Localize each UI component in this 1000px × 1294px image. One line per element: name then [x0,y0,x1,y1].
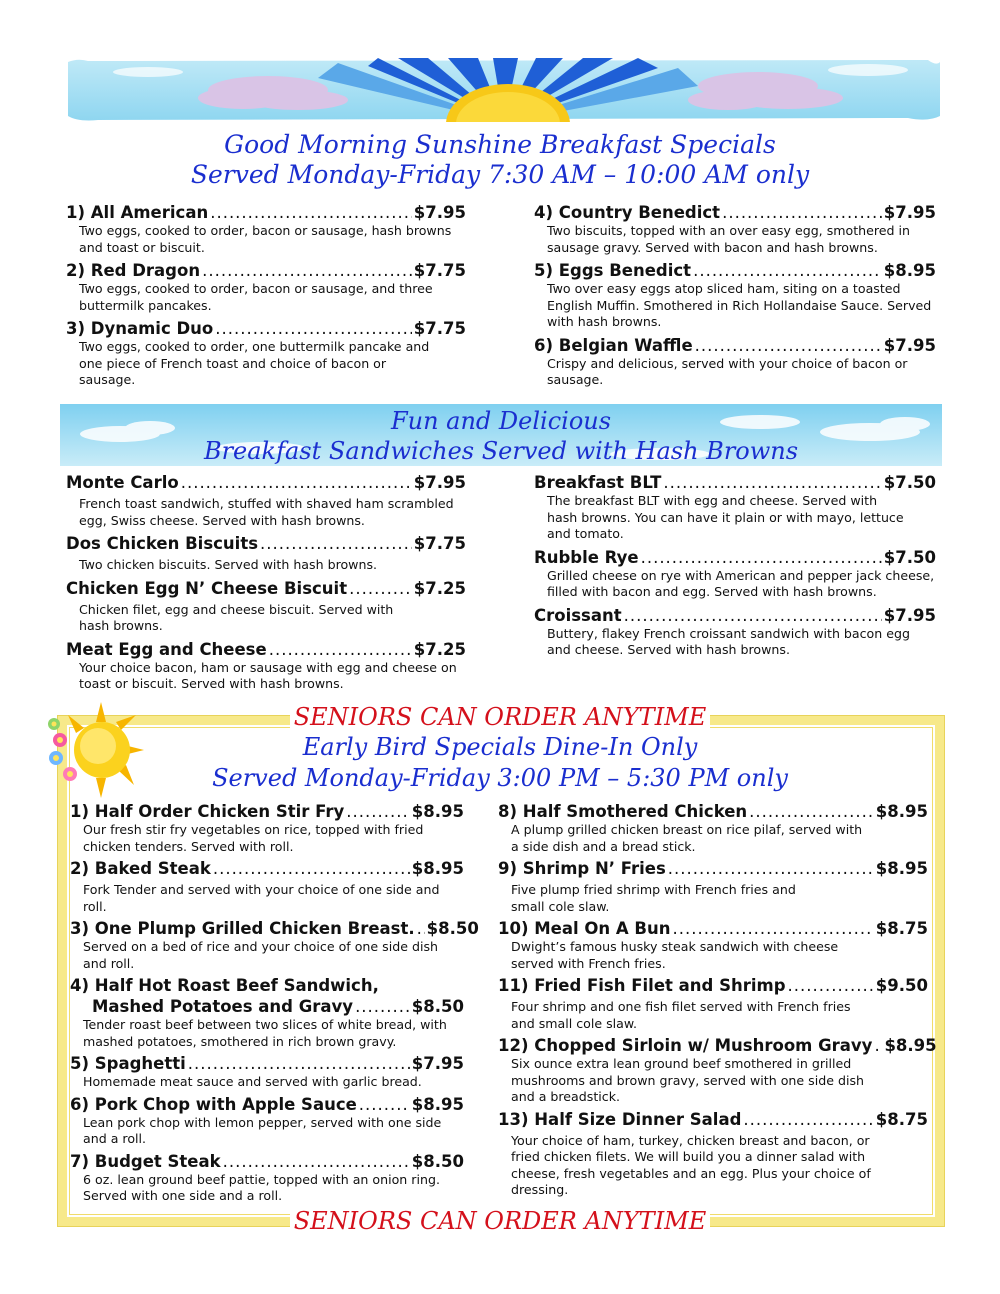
item-name: Chicken Egg N’ Cheese Biscuit [66,578,348,598]
breakfast-title-line1: Good Morning Sunshine Breakfast Specials [224,130,776,159]
item-description: Six ounce extra lean ground beef smothered in grilled mushrooms and brown gravy, served with one side dish and a breadstick. [511,1056,865,1104]
menu-item [498,801,928,855]
breakfast-left-column [66,202,466,393]
menu-item [534,260,936,331]
sandwiches-title-line2: Breakfast Sandwiches Served with Hash Browns [203,437,799,465]
sunrise-illustration [68,58,940,122]
menu-item [498,1035,937,1106]
menu-item [66,578,466,635]
item-description: French toast sandwich, stuffed with shaved ham scrambled egg, Swiss cheese. Served with hash browns. [79,496,454,528]
menu-item [70,975,464,1050]
menu-item [70,858,464,915]
menu-item [498,1109,928,1199]
item-description: Crispy and delicious, served with your choice of bacon or sausage. [547,355,908,387]
sandwiches-title-line1: Fun and Delicious [390,407,612,435]
menu-item [498,975,928,1032]
seniors-text: SENIORS CAN ORDER ANYTIME [290,1207,711,1235]
item-description: Two biscuits, topped with an over easy egg, smothered in sausage gravy. Served with bacon and hash browns. [547,223,911,255]
item-description: Your choice of ham, turkey, chicken breast and bacon, or fried chicken filets. We will build you a dinner salad with cheese, fresh vegetables and an egg. Plus your choice of dressing. [511,1132,871,1197]
item-name: 5) Spaghetti [70,1054,186,1073]
item-price: $7.25 [413,639,466,659]
item-price: $8.95 [875,859,928,878]
item-price: $8.50 [411,997,464,1016]
item-description: Grilled cheese on rye with American and pepper jack cheese, filled with bacon and egg. Served with hash browns. [547,567,935,599]
item-price: $8.95 [411,859,464,878]
item-price: $8.75 [875,919,928,938]
item-name: 9) Shrimp N’ Fries [498,859,666,878]
item-price: $8.75 [875,1109,928,1129]
item-name: 3) One Plump Grilled Chicken Breast. [70,919,415,938]
item-description: Tender roast beef between two slices of white bread, with mashed potatoes, smothered in rich brown gravy. [83,1017,447,1049]
item-name: 13) Half Size Dinner Salad [498,1109,742,1129]
item-name: Croissant [534,605,622,625]
menu-item [66,202,466,256]
item-name: Monte Carlo [66,473,179,492]
item-description: Chicken filet, egg and cheese biscuit. Served with hash browns. [79,601,394,633]
item-description: Four shrimp and one fish filet served with French fries and small cole slaw. [511,999,851,1031]
item-name: 11) Fried Fish Filet and Shrimp [498,976,786,995]
menu-item [534,547,936,601]
sun-icon [46,700,146,800]
item-price: $7.75 [413,261,466,280]
item-price: $8.95 [883,261,936,280]
item-name: 8) Half Smothered Chicken [498,802,748,821]
seniors-banner-top [200,702,800,732]
item-price: $8.95 [875,802,928,821]
menu-item [534,202,936,256]
item-name: Dos Chicken Biscuits [66,534,259,553]
item-price: $8.50 [426,919,479,938]
sandwiches-title [60,406,942,466]
item-description: A plump grilled chicken breast on rice pilaf, served with a side dish and a bread stick. [511,822,863,854]
item-name: 10) Meal On A Bun [498,919,671,938]
menu-item [70,918,479,972]
item-name-line2: Mashed Potatoes and Gravy [92,997,354,1016]
menu-item [70,1094,464,1148]
sunrise-banner [68,58,940,122]
sandwiches-left-column [66,472,466,697]
early-bird-title-line2: Served Monday-Friday 3:00 PM – 5:30 PM only [212,764,788,792]
item-price: $7.75 [413,534,466,553]
menu-item [70,801,464,855]
item-description: Homemade meat sauce and served with garlic bread. [83,1074,422,1089]
item-price: $7.95 [883,605,936,625]
menu-item [66,260,466,314]
item-description: The breakfast BLT with egg and cheese. Served with hash browns. You can have it plain or with mayo, lettuce and tomato. [547,493,904,541]
item-description: Fork Tender and served with your choice of one side and roll. [83,882,440,914]
item-price: $7.50 [883,547,936,567]
item-price: $7.50 [883,473,936,492]
item-name: 2) Baked Steak [70,859,211,878]
item-name: 6) Pork Chop with Apple Sauce [70,1094,357,1114]
menu-item [66,318,466,389]
item-description: Two eggs, cooked to order, one buttermilk pancake and one piece of French toast and choice of bacon or sausage. [79,339,430,387]
sun-flowers-illustration [46,700,146,800]
item-price: $7.75 [413,319,466,338]
item-price: $7.95 [413,203,466,222]
seniors-banner-bottom [200,1206,800,1236]
menu-item [534,472,936,543]
item-description: Buttery, flakey French croissant sandwich with bacon egg and cheese. Served with hash browns. [547,625,910,657]
item-name: 4) Half Hot Roast Beef Sandwich, [70,976,379,995]
item-description: Two eggs, cooked to order, bacon or sausage, hash browns and toast or biscuit. [79,223,452,255]
item-name: 3) Dynamic Duo [66,319,214,338]
menu-item [66,533,466,574]
item-description: Two eggs, cooked to order, bacon or sausage, and three buttermilk pancakes. [79,281,433,313]
item-name: 12) Chopped Sirloin w/ Mushroom Gravy [498,1036,873,1055]
sandwiches-right-column [534,472,936,663]
item-description: Our fresh stir fry vegetables on rice, topped with fried chicken tenders. Served with roll. [83,822,424,854]
item-description: Served on a bed of rice and your choice of one side dish and roll. [83,939,438,971]
menu-item [70,1053,464,1091]
item-name: 6) Belgian Waffle [534,335,693,355]
item-name: 5) Eggs Benedict [534,261,692,280]
item-price: $7.95 [883,335,936,355]
menu-item [534,605,936,659]
seniors-text: SENIORS CAN ORDER ANYTIME [290,703,711,731]
item-name: Breakfast BLT [534,473,662,492]
item-price: $9.50 [875,976,928,995]
item-description: 6 oz. lean ground beef pattie, topped with an onion ring. Served with one side and a roll. [83,1171,440,1203]
menu-item [534,335,936,389]
item-description: Dwight’s famous husky steak sandwich with cheese served with French fries. [511,939,839,971]
early-bird-title-line1: Early Bird Specials Dine-In Only [302,733,698,761]
early-bird-title [140,732,860,794]
menu-item [66,472,466,529]
menu-item [498,918,928,972]
menu-item [498,858,928,915]
item-price: $7.95 [413,473,466,492]
item-price: $7.95 [883,203,936,222]
flower-icon [48,718,77,781]
breakfast-specials-title [60,130,940,190]
item-description: Your choice bacon, ham or sausage with egg and cheese on toast or biscuit. Served with hash browns. [79,659,457,691]
breakfast-title-line2: Served Monday-Friday 7:30 AM – 10:00 AM only [190,160,810,189]
menu-item [66,639,466,693]
item-price: $8.95 [884,1036,937,1055]
item-price: $7.95 [411,1054,464,1073]
item-name: Rubble Rye [534,547,639,567]
menu-item [70,1151,464,1205]
item-name: 1) All American [66,203,209,222]
item-price: $8.50 [411,1151,464,1171]
item-price: $8.95 [411,802,464,821]
item-name: 4) Country Benedict [534,203,721,222]
item-description: Two over easy eggs atop sliced ham, siting on a toasted English Muffin. Smothered in Rich Hollandaise Sauce. Served with hash browns. [547,281,932,329]
item-name: 2) Red Dragon [66,261,201,280]
item-name: 7) Budget Steak [70,1151,221,1171]
breakfast-right-column [534,202,936,393]
item-price: $8.95 [411,1094,464,1114]
item-description: Five plump fried shrimp with French fries and small cole slaw. [511,882,796,914]
early-bird-right-column [498,801,937,1203]
item-description: Two chicken biscuits. Served with hash browns. [79,557,378,572]
item-price: $7.25 [413,578,466,598]
early-bird-left-column [70,801,479,1209]
item-name: 1) Half Order Chicken Stir Fry [70,802,345,821]
item-name: Meat Egg and Cheese [66,639,267,659]
item-description: Lean pork chop with lemon pepper, served with one side and a roll. [83,1114,442,1146]
